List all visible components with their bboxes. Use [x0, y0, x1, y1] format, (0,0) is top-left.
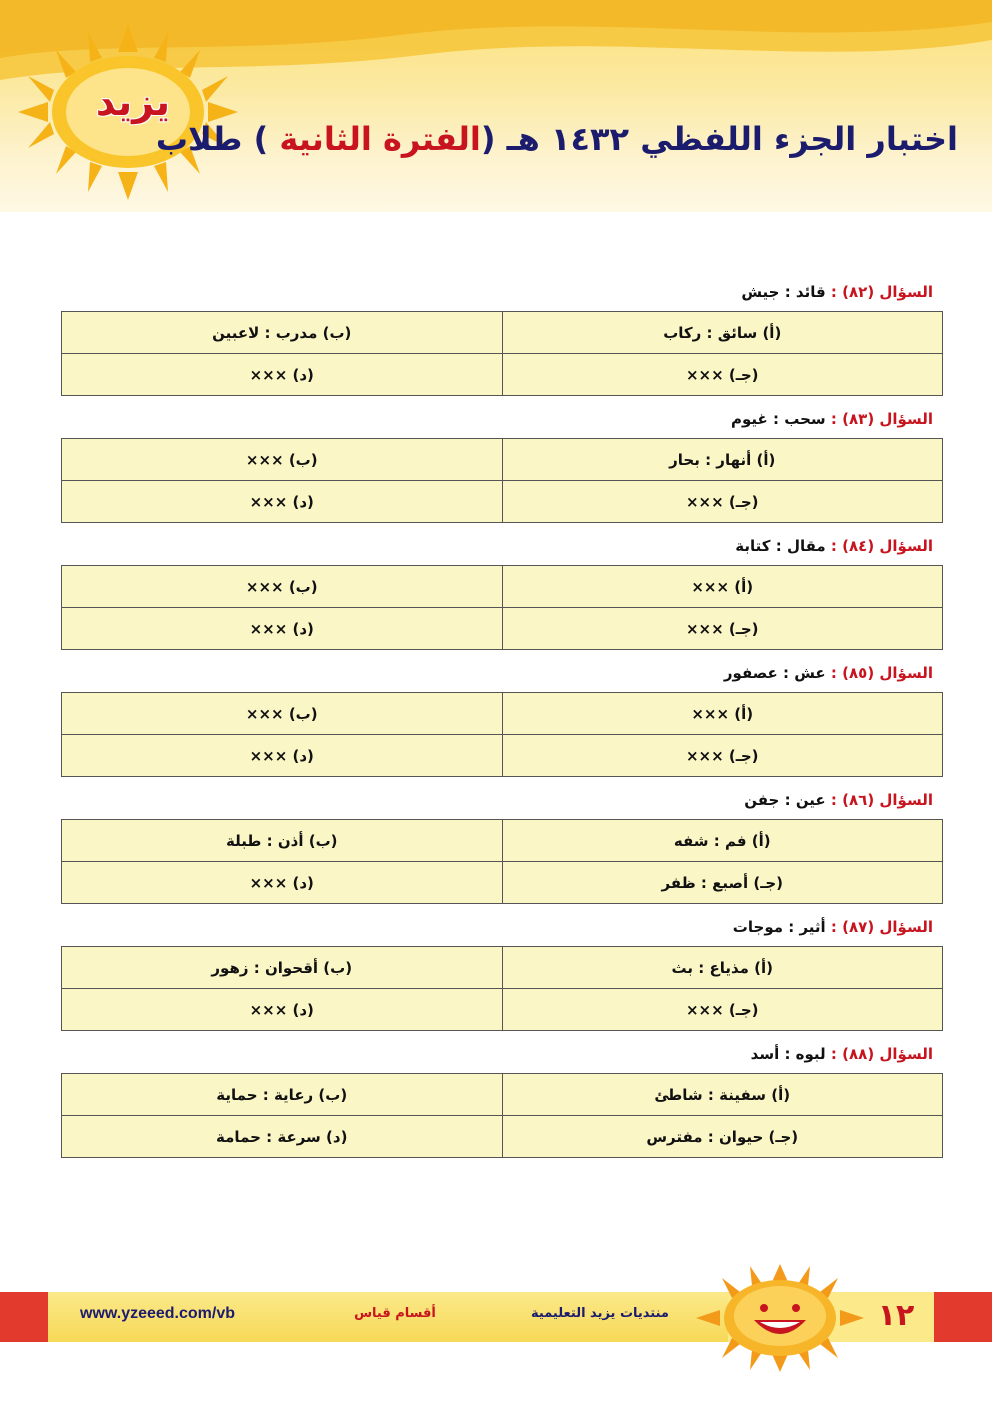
answer-option-d[interactable]: (د) ×××	[62, 735, 503, 777]
page-number: ١٢	[877, 1298, 915, 1333]
answer-option-c[interactable]: (جـ) ×××	[502, 989, 943, 1031]
question-stem: مقال : كتابة	[735, 537, 826, 555]
footer-url-link[interactable]: www.yzeeed.com/vb	[80, 1305, 236, 1322]
question-stem: أثير : موجات	[732, 918, 826, 936]
question-block	[61, 532, 943, 659]
table-row	[62, 566, 943, 608]
table-row	[62, 1116, 943, 1158]
question-number: السؤال (٨٨) :	[830, 1045, 933, 1063]
answer-option-b[interactable]: (ب) رعاية : حماية	[62, 1074, 503, 1116]
answer-table	[61, 311, 943, 396]
table-row	[62, 820, 943, 862]
answer-option-d[interactable]: (د) ×××	[62, 608, 503, 650]
answer-option-c[interactable]: (جـ) ×××	[502, 481, 943, 523]
answer-option-a[interactable]: (أ) سفينة : شاطئ	[502, 1074, 943, 1116]
question-spacer	[61, 904, 943, 913]
table-row	[62, 312, 943, 354]
answer-option-b[interactable]: (ب) ×××	[62, 693, 503, 735]
question-spacer	[61, 396, 943, 405]
title-part-1: اختبار الجزء اللفظي ١٤٣٢ هـ (	[480, 120, 958, 158]
question-number: السؤال (٨٦) :	[830, 791, 933, 809]
question-number: السؤال (٨٢) :	[830, 283, 933, 301]
question-spacer	[61, 777, 943, 786]
answer-option-a[interactable]: (أ) ×××	[502, 566, 943, 608]
question-block	[61, 786, 943, 913]
answer-option-c[interactable]: (جـ) ×××	[502, 735, 943, 777]
question-heading	[61, 659, 943, 692]
question-spacer	[61, 1031, 943, 1040]
logo-text: يزيد	[95, 80, 171, 124]
answer-option-c[interactable]: (جـ) ×××	[502, 608, 943, 650]
answer-option-b[interactable]: (ب) أقحوان : زهور	[62, 947, 503, 989]
question-block	[61, 1040, 943, 1167]
answer-table	[61, 692, 943, 777]
question-number: السؤال (٨٧) :	[830, 918, 933, 936]
question-stem: لبوه : أسد	[750, 1045, 826, 1063]
footer-red-stripe-left	[0, 1292, 48, 1342]
table-row	[62, 608, 943, 650]
table-row	[62, 354, 943, 396]
table-row	[62, 735, 943, 777]
question-spacer	[61, 650, 943, 659]
answer-option-b[interactable]: (ب) ×××	[62, 566, 503, 608]
footer-section-label: أقسام قياس	[354, 1306, 436, 1321]
question-spacer	[61, 523, 943, 532]
questions-list	[61, 278, 943, 1167]
table-row	[62, 862, 943, 904]
answer-option-c[interactable]: (جـ) أصبع : ظفر	[502, 862, 943, 904]
question-block	[61, 659, 943, 786]
answer-table	[61, 1073, 943, 1158]
question-stem: سحب : غيوم	[731, 410, 826, 428]
table-row	[62, 439, 943, 481]
table-row	[62, 693, 943, 735]
answer-table	[61, 946, 943, 1031]
answer-option-c[interactable]: (جـ) ×××	[502, 354, 943, 396]
answer-option-d[interactable]: (د) ×××	[62, 354, 503, 396]
question-heading	[61, 786, 943, 819]
question-heading	[61, 278, 943, 311]
question-block	[61, 913, 943, 1040]
answer-option-b[interactable]: (ب) أذن : طبلة	[62, 820, 503, 862]
question-stem: عين : جفن	[744, 791, 826, 809]
question-number: السؤال (٨٥) :	[830, 664, 933, 682]
header-banner	[0, 0, 992, 212]
answer-option-a[interactable]: (أ) فم : شفه	[502, 820, 943, 862]
question-block	[61, 278, 943, 405]
table-row	[62, 481, 943, 523]
answer-option-d[interactable]: (د) سرعة : حمامة	[62, 1116, 503, 1158]
answer-option-a[interactable]: (أ) أنهار : بحار	[502, 439, 943, 481]
answer-option-d[interactable]: (د) ×××	[62, 989, 503, 1031]
title-period: الفترة الثانية	[279, 120, 481, 158]
answer-table	[61, 438, 943, 523]
question-spacer	[61, 1158, 943, 1167]
smiling-sun-icon	[695, 1264, 865, 1372]
answer-option-a[interactable]: (أ) ×××	[502, 693, 943, 735]
question-number: السؤال (٨٤) :	[830, 537, 933, 555]
question-stem: قائد : جيش	[741, 283, 826, 301]
answer-table	[61, 565, 943, 650]
question-heading	[61, 532, 943, 565]
question-number: السؤال (٨٣) :	[830, 410, 933, 428]
answer-option-c[interactable]: (جـ) حيوان : مفترس	[502, 1116, 943, 1158]
footer-forum-name: منتديات يزيد التعليمية	[531, 1306, 669, 1321]
question-heading	[61, 913, 943, 946]
table-row	[62, 947, 943, 989]
question-heading	[61, 1040, 943, 1073]
title-part-3: ) طلاب	[155, 120, 280, 158]
question-stem: عش : عصفور	[723, 664, 826, 682]
answer-table	[61, 819, 943, 904]
page-title	[155, 120, 958, 158]
table-row	[62, 1074, 943, 1116]
answer-option-b[interactable]: (ب) مدرب : لاعبين	[62, 312, 503, 354]
answer-option-b[interactable]: (ب) ×××	[62, 439, 503, 481]
question-block	[61, 405, 943, 532]
answer-option-a[interactable]: (أ) مذياع : بث	[502, 947, 943, 989]
answer-option-a[interactable]: (أ) سائق : ركاب	[502, 312, 943, 354]
question-heading	[61, 405, 943, 438]
footer	[0, 1292, 992, 1342]
table-row	[62, 989, 943, 1031]
footer-red-stripe-right	[934, 1292, 992, 1342]
answer-option-d[interactable]: (د) ×××	[62, 481, 503, 523]
answer-option-d[interactable]: (د) ×××	[62, 862, 503, 904]
